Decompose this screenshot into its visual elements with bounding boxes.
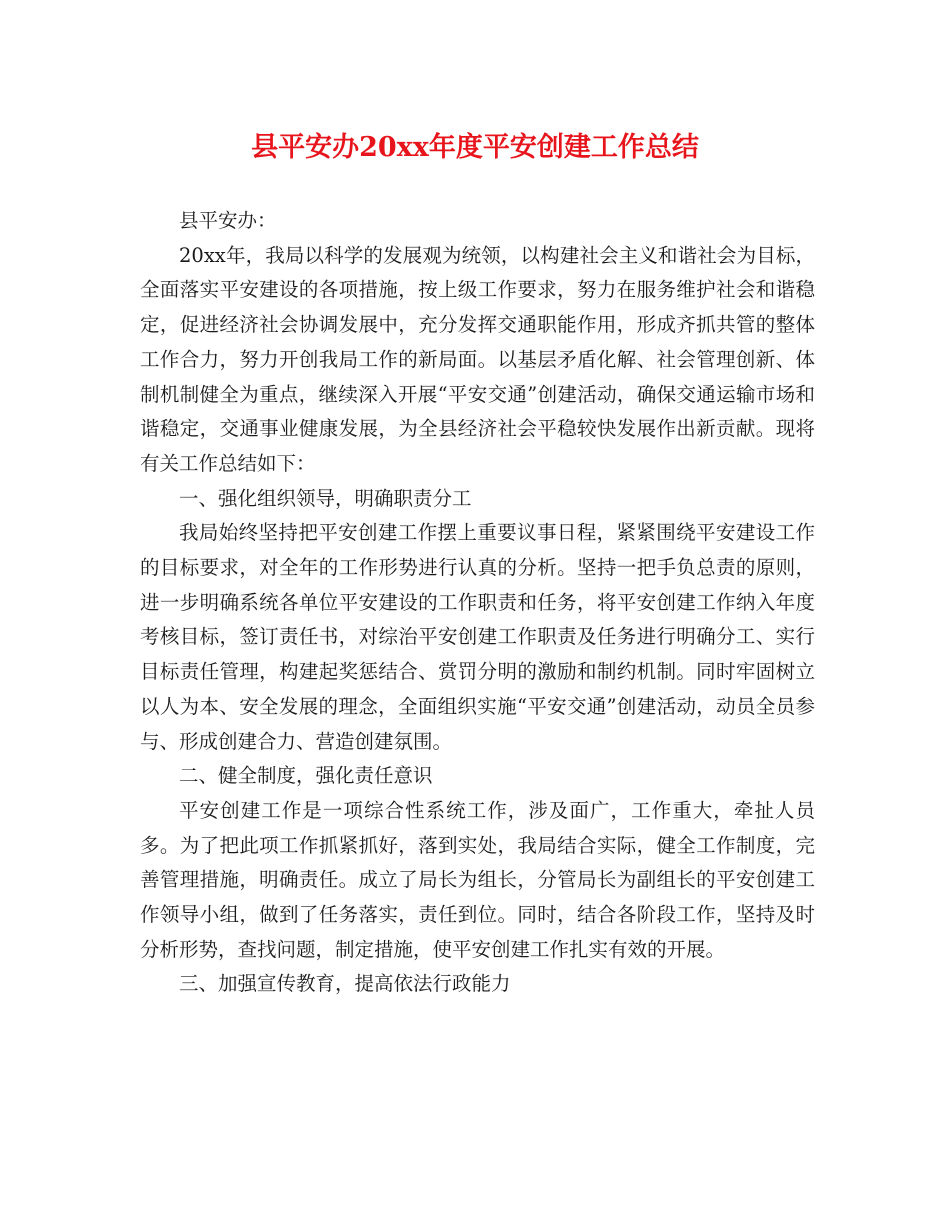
salutation: 县平安办：: [179, 209, 277, 232]
section-heading-3: 三、加强宣传教育，提高依法行政能力: [179, 972, 511, 996]
document-title: 县平安办20xx年度平安创建工作总结: [251, 132, 699, 163]
section-paragraph-2: 平安创建工作是一项综合性系统工作，涉及面广，工作重大，牵扯人员多。为了把此项工作抓紧抓好，落到实处，我局结合实际，健全工作制度，完善管理措施，明确责任。成立了局长为组长，分管局长为副组长的平安创建工作领导小组，做到了任务落实，责任到位。同时，结合各阶段工作，坚持及时分析形势，查找问题，制定措施，使平安创建工作扎实有效的开展。: [140, 798, 815, 961]
intro-paragraph: 20xx年，我局以科学的发展观为统领，以构建社会主义和谐社会为目标，全面落实平安建设的各项措施，按上级工作要求，努力在服务维护社会和谐稳定，促进经济社会协调发展中，充分发挥交通职能作用，形成齐抓共管的整体工作合力，努力开创我局工作的新局面。以基层矛盾化解、社会管理创新、体制机制健全为重点，继续深入开展“平安交通”创建活动，确保交通运输市场和谐稳定，交通事业健康发展，为全县经济社会平稳较快发展作出新贡献。现将有关工作总结如下：: [140, 243, 815, 475]
document-body: [140, 204, 815, 1002]
section-heading-1: 一、强化组织领导，明确职责分工: [179, 486, 472, 510]
section-heading-2: 二、健全制度，强化责任意识: [179, 764, 433, 788]
section-paragraph-1: 我局始终坚持把平安创建工作摆上重要议事日程，紧紧围绕平安建设工作的目标要求，对全年的工作形势进行认真的分析。坚持一把手负总责的原则，进一步明确系统各单位平安建设的工作职责和任务，将平安创建工作纳入年度考核目标，签订责任书，对综治平安创建工作职责及任务进行明确分工、实行目标责任管理，构建起奖惩结合、赏罚分明的激励和制约机制。同时牢固树立以人为本、安全发展的理念，全面组织实施“平安交通”创建活动，动员全员参与、形成创建合力、营造创建氛围。: [140, 521, 815, 753]
